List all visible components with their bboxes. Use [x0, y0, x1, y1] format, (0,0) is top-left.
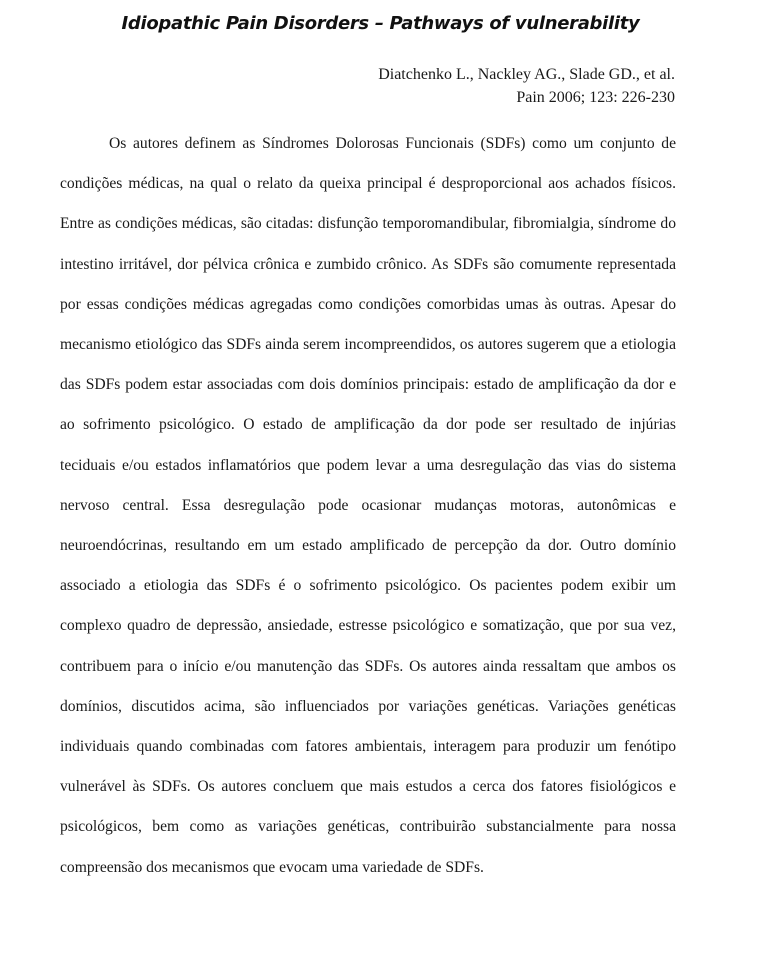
citation-source: Pain 2006; 123: 226-230 [516, 89, 675, 106]
document-title: Idiopathic Pain Disorders – Pathways of vulnerability [121, 13, 640, 34]
citation-authors: Diatchenko L., Nackley AG., Slade GD., et al. [378, 66, 675, 83]
body-paragraph: Os autores definem as Síndromes Dolorosas Funcionais (SDFs) como um conjunto de condições médicas, na qual o relato da queixa principal é desproporcional aos achados físicos. Entre as condições médicas, são citadas: disfunção temporomandibular, fibromialgia, síndrome do intestino irritável, dor pélvica crônica e zumbido crônico. As SDFs são comumente representada por essas condições médicas agregadas como condições comorbidas umas às outras. Apesar do mecanismo etiológico das SDFs ainda serem incompreendidos, os autores sugerem que a etiologia das SDFs podem estar associadas com dois domínios principais: estado de amplificação da dor e ao sofrimento psicológico. O estado de amplificação da dor pode ser resultado de injúrias teciduais e/ou estados inflamatórios que podem levar a uma desregulação das vias do sistema nervoso central. Essa desregulação pode ocasionar mudanças motoras, autonômicas e neuroendócrinas, resultando em um estado amplificado de percepção da dor. Outro domínio associado a etiologia das SDFs é o sofrimento psicológico. Os pacientes podem exibir um complexo quadro de depressão, ansiedade, estresse psicológico e somatização, que por sua vez, contribuem para o início e/ou manutenção das SDFs. Os autores ainda ressaltam que ambos os domínios, discutidos acima, são influenciados por variações genéticas. Variações genéticas individuais quando combinadas com fatores ambientais, interagem para produzir um fenótipo vulnerável às SDFs. Os autores concluem que mais estudos a cerca dos fatores fisiológicos e psicológicos, bem como as variações genéticas, contribuirão substancialmente para nossa compreensão dos mecanismos que evocam uma variedade de SDFs. [60, 135, 676, 876]
citation-block [378, 63, 675, 109]
